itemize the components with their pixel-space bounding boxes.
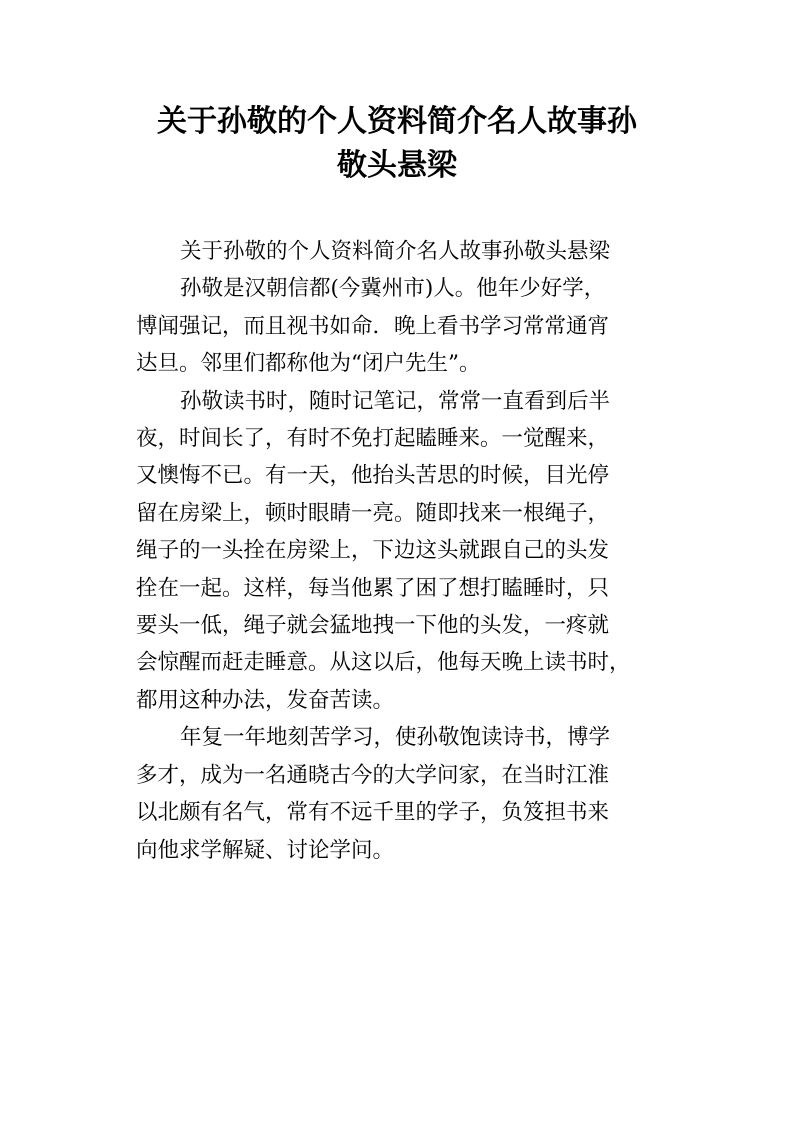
text-line: 多才，成为一名通晓古今的大学问家，在当时江淮 [136, 762, 610, 788]
text-line: 以北颇有名气，常有不远千里的学子，负笈担书来 [136, 800, 610, 826]
paragraph-intro [136, 233, 672, 270]
text-line: 都用这种办法，发奋苦读。 [136, 687, 395, 713]
title-line: 敬头悬梁 [337, 148, 457, 183]
text-line: 关于孙敬的个人资料简介名人故事孙敬头悬梁 [180, 239, 611, 264]
document-body [136, 233, 672, 869]
text-line: 夜，时间长了，有时不免打起瞌睡来。一觉醒来， [136, 426, 610, 452]
text-line: 达旦。邻里们都称他为“闭户先生”。 [136, 351, 481, 377]
text-line: 留在房梁上，顿时眼睛一亮。随即找来一根绳子， [136, 500, 610, 526]
text-line: 孙敬读书时，随时记笔记，常常一直看到后半 [180, 388, 611, 414]
text-line: 又懊悔不已。有一天，他抬头苦思的时候，目光停 [136, 463, 610, 489]
title-line: 关于孙敬的个人资料简介名人故事孙 [157, 104, 637, 139]
text-line: 绳子的一头拴在房梁上，下边这头就跟自己的头发 [136, 538, 610, 564]
document-title [120, 100, 674, 188]
paragraph-background [136, 270, 672, 382]
text-line: 拴在一起。这样，每当他累了困了想打瞌睡时，只 [136, 575, 610, 601]
text-line: 博闻强记，而且视书如命．晚上看书学习常常通宵 [136, 313, 610, 339]
text-line: 孙敬是汉朝信都(今冀州市)人。他年少好学， [180, 276, 606, 302]
text-line: 会惊醒而赶走睡意。从这以后，他每天晚上读书时， [136, 650, 631, 676]
paragraph-conclusion [136, 719, 672, 869]
paragraph-story [136, 383, 672, 720]
text-line: 向他求学解疑、讨论学问。 [136, 837, 395, 863]
text-line: 要头一低，绳子就会猛地拽一下他的头发，一疼就 [136, 613, 610, 639]
text-line: 年复一年地刻苦学习，使孙敬饱读诗书，博学 [180, 725, 611, 751]
